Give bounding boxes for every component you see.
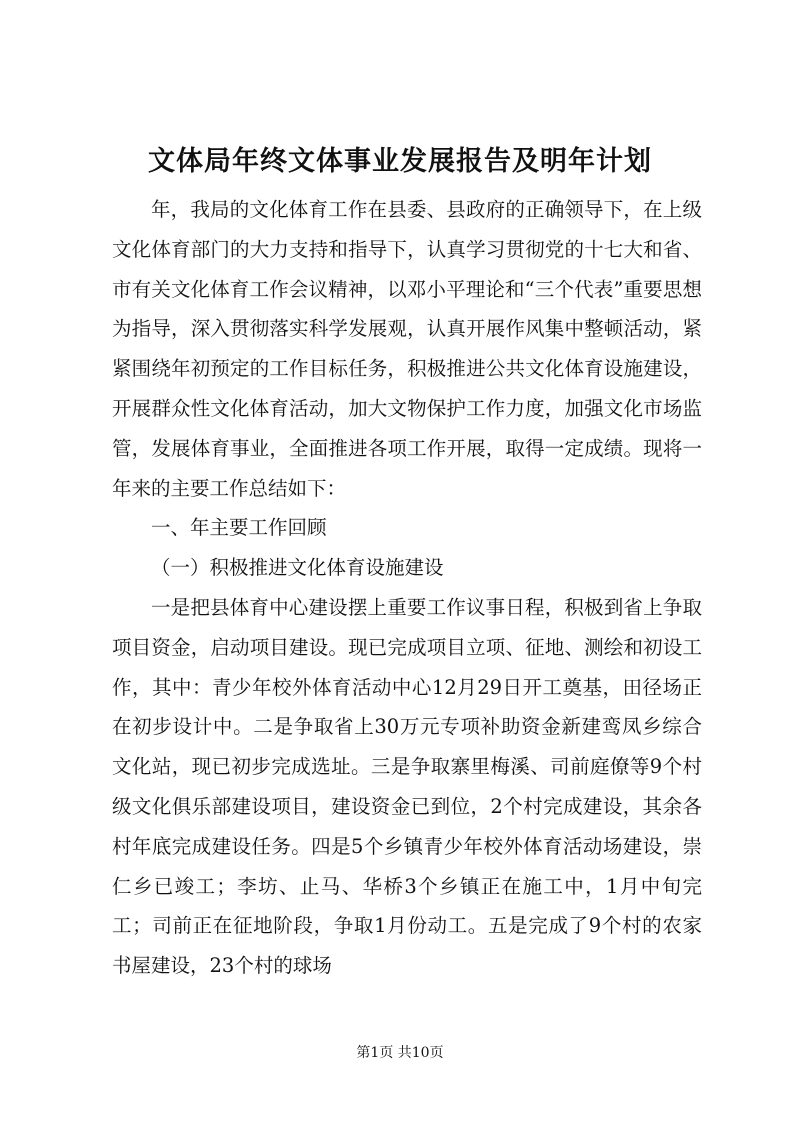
subsection-heading: （一）积极推进文化体育设施建设 [151,556,444,580]
paragraph-intro: 年，我局的文化体育工作在县委、县政府的正确领导下，在上级文化体育部门的大力支持和指导下，认真学习贯彻党的十七大和省、市有关文化体育工作会议精神，以邓小平理论和“三个代表”重要思想为指导，深入贯彻落实科学发展观，认真开展作风集中整顿活动，紧紧围绕年初预定的工作目标任务，积极推进公共文化体育设施建设，开展群众性文化体育活动，加大文物保护工作力度，加强文化市场监管，发展体育事业，全面推进各项工作开展，取得一定成绩。现将一年来的主要工作总结如下： [112,198,702,500]
paragraph-facilities: 一是把县体育中心建设摆上重要工作议事日程，积极到省上争取项目资金，启动项目建设。现已完成项目立项、征地、测绘和初设工作，其中：青少年校外体育活动中心12月29日开工奠基，田径场正在初步设计中。二是争取省上30万元专项补助资金新建鸾凤乡综合文化站，现已初步完成选址。三是争取寨里梅溪、司前庭僚等9个村级文化俱乐部建设项目，建设资金已到位，2个村完成建设，其余各村年底完成建设任务。四是5个乡镇青少年校外体育活动场建设，崇仁乡已竣工；李坊、止马、华桥3个乡镇正在施工中，1月中旬完工；司前正在征地阶段，争取1月份动工。五是完成了9个村的农家书屋建设，23个村的球场 [112,595,702,978]
section-heading: 一、年主要工作回顾 [151,516,327,540]
document-title: 文体局年终文体事业发展报告及明年计划 [148,146,652,177]
page-footer: 第1页 共10页 [356,1045,444,1061]
document-body [112,190,702,986]
